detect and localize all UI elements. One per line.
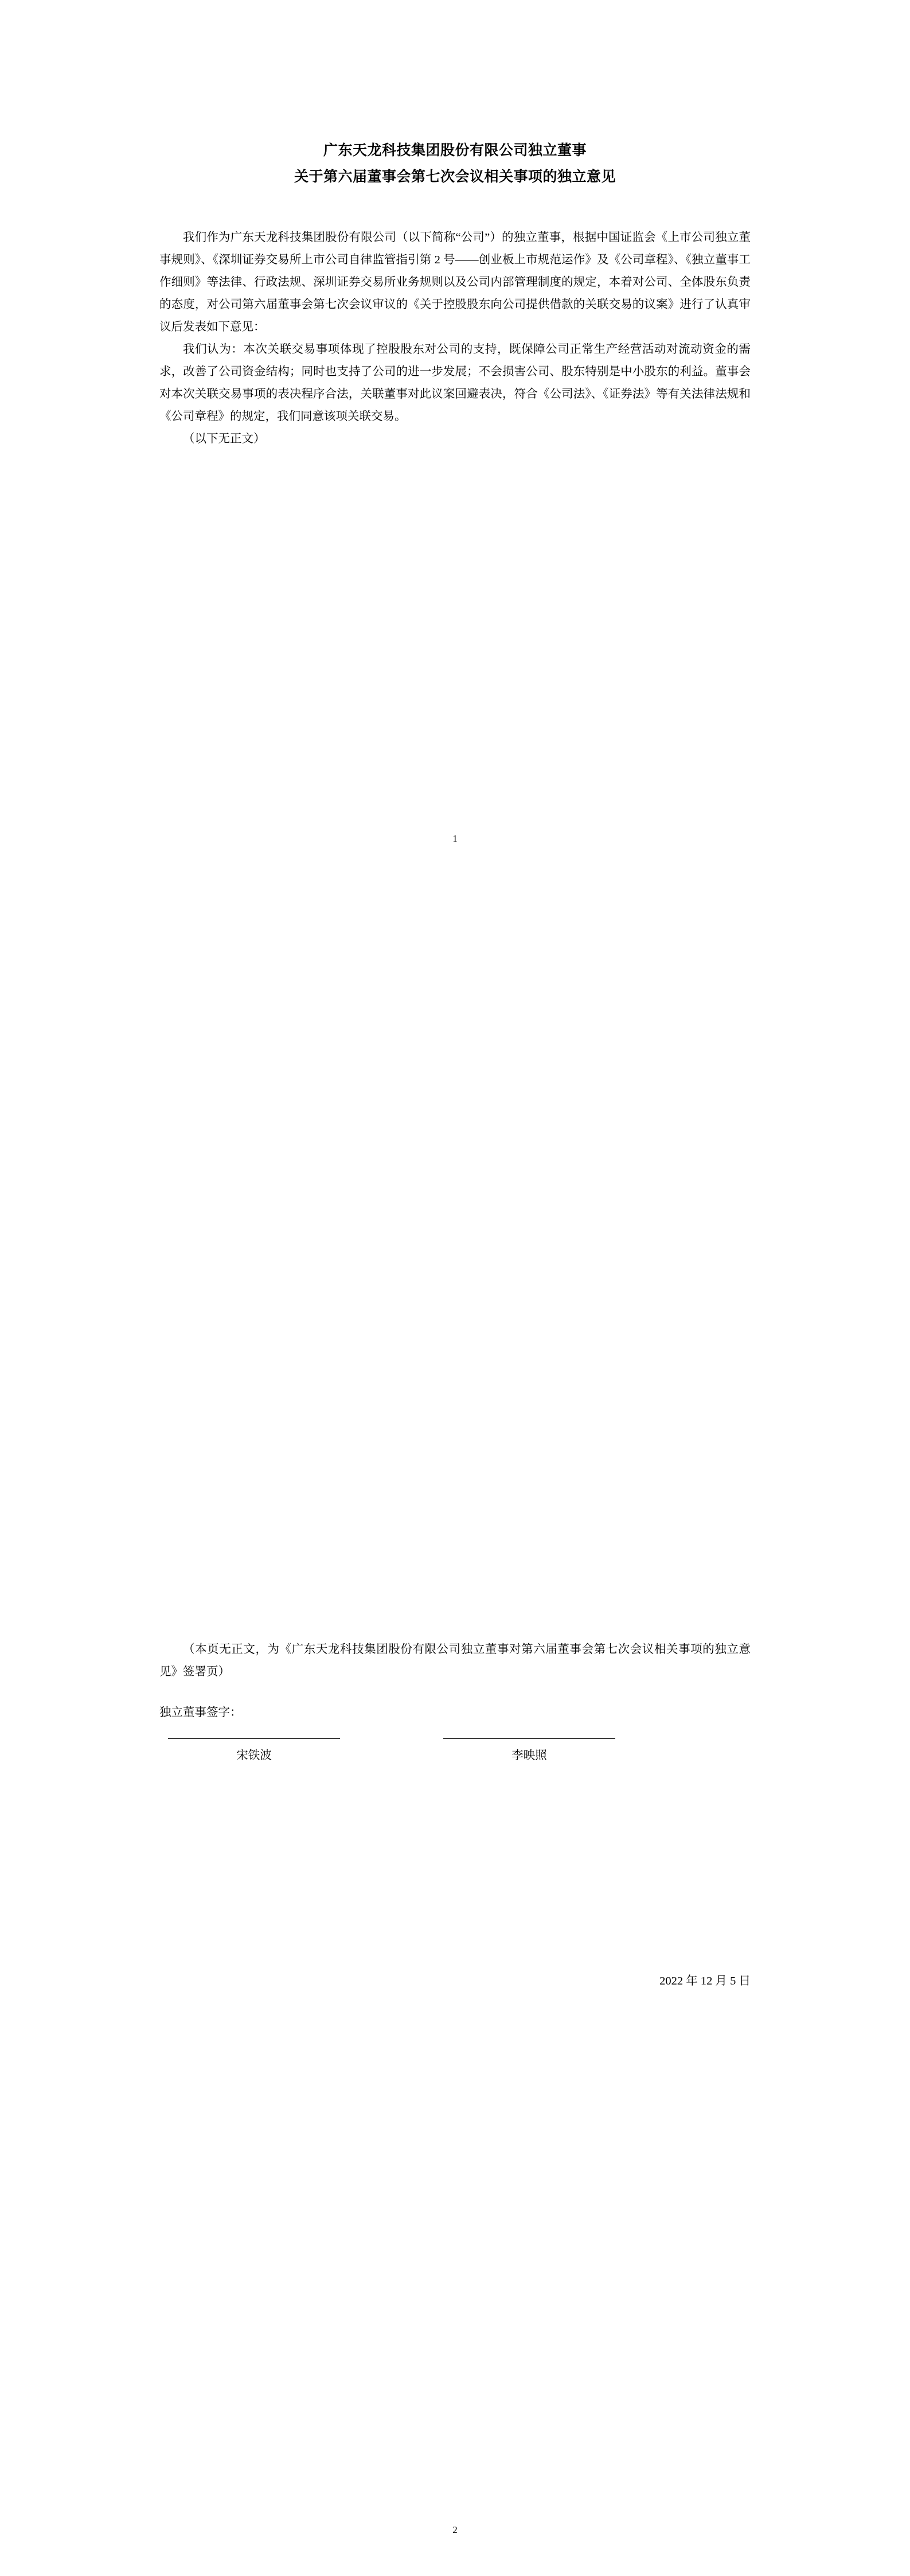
title-block	[159, 138, 751, 190]
signature-label-block	[159, 1690, 751, 1736]
signer-name-2: 李映照	[511, 1749, 547, 1762]
signature-note: （本页无正文，为《广东天龙科技集团股份有限公司独立董事对第六届董事会第七次会议相关事项的独立意见》签署页）	[159, 1643, 751, 1678]
signer-slot-1	[159, 1738, 349, 1764]
page-two-number: 2	[452, 2524, 458, 2535]
title-line-1: 广东天龙科技集团股份有限公司独立董事	[323, 143, 587, 158]
signature-date: 2022 年 12 月 5 日	[659, 1975, 751, 1987]
paragraph-2: 我们认为：本次关联交易事项体现了控股股东对公司的支持，既保障公司正常生产经营活动对流动资金的需求，改善了公司资金结构；同时也支持了公司的进一步发展；不会损害公司、股东特别是中小股东的利益。董事会对本次关联交易事项的表决程序合法，关联董事对此议案回避表决，符合《公司法》、《证券法》等有关法律法规和《公司章程》的规定，我们同意该项关联交易。	[159, 343, 751, 423]
title-line-2: 关于第六届董事会第七次会议相关事项的独立意见	[294, 169, 616, 185]
document-body	[159, 227, 751, 450]
paragraph-1: 我们作为广东天龙科技集团股份有限公司（以下简称“公司”）的独立董事，根据中国证监会《上市公司独立董事规则》、《深圳证券交易所上市公司自律监管指引第 2 号——创业板上市规范运作》及《公司章程》、《独立董事工作细则》等法律、行政法规、深圳证券交易所业务规则以及公司内部管理制度的规定，本着对公司、全体股东负责的态度，对公司第六届董事会第七次会议审议的《关于控股股东向公司提供借款的关联交易的议案》进行了认真审议后发表如下意见：	[159, 231, 751, 333]
signature-rule-1	[168, 1738, 340, 1739]
paragraph-3: （以下无正文）	[183, 433, 265, 445]
page-one-number: 1	[452, 833, 458, 844]
signature-row	[159, 1738, 751, 1764]
signer-name-1: 宋铁波	[236, 1749, 272, 1762]
page-two	[0, 1288, 910, 2576]
signature-label: 独立董事签字：	[159, 1706, 242, 1719]
signature-note-block	[159, 1626, 751, 1695]
signature-rule-2	[443, 1738, 615, 1739]
document-title	[159, 138, 751, 190]
signature-lines	[159, 1738, 751, 1764]
signer-slot-2	[435, 1738, 624, 1764]
